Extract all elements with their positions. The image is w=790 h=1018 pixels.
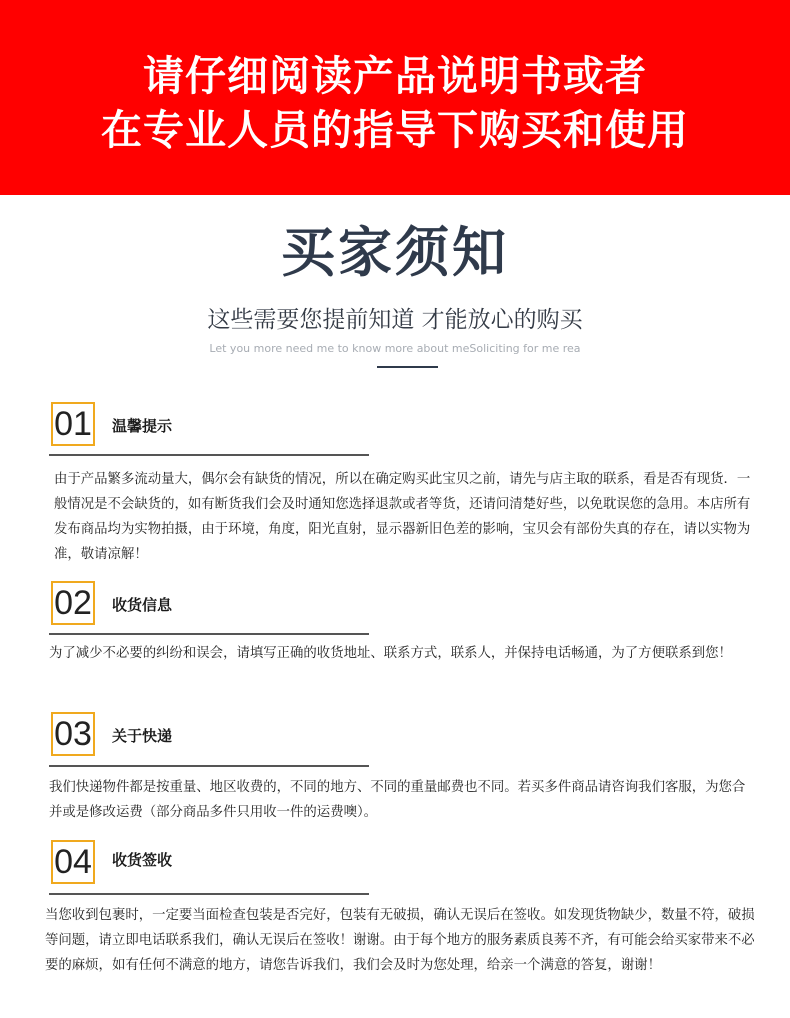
section-body-receipt: 当您收到包裹时，一定要当面检查包装是否完好，包装有无破损，确认无误后在签收。如发现货物缺少，数量不符，破损等问题，请立即电话联系我们，确认无误后在签收！谢谢。由于每个地方的服务素质良莠不齐，有可能会给买家带来不必要的麻烦，如有任何不满意的地方，请您告诉我们，我们会及时为您处理，给亲一个满意的答复，谢谢！ [45, 908, 755, 973]
banner-line-2: 在专业人员的指导下购买和使用 [101, 106, 689, 154]
section-body-courier: 我们快递物件都是按重量、地区收费的，不同的地方、不同的重量邮费也不同。若买多件商品请咨询我们客服，为您合并或是修改运费（部分商品多件只用收一件的运费噢）。 [49, 780, 746, 820]
page-subtitle: 这些需要您提前知道 才能放心的购买 [207, 307, 583, 333]
section-divider-02 [49, 633, 369, 635]
banner-line-1: 请仔细阅读产品说明书或者 [143, 52, 647, 100]
section-divider-03 [49, 765, 369, 767]
section-body-tips: 由于产品繁多流动量大，偶尔会有缺货的情况，所以在确定购买此宝贝之前，请先与店主取的联系，看是否有现货．一般情况是不会缺货的，如有断货我们会及时通知您选择退款或者等货，还请问清楚好些，以免耽误您的急用。本店所有发布商品均为实物拍摄，由于环境，角度，阳光直射，显示器新旧色差的影响，宝贝会有部份失真的存在，请以实物为准，敬请凉解！ [54, 472, 751, 562]
section-title-shipping-info: 收货信息 [112, 596, 173, 614]
section-title-tips: 温馨提示 [112, 417, 173, 435]
section-body-shipping-info: 为了减少不必要的纠纷和误会，请填写正确的收货地址、联系方式，联系人，并保持电话畅通，为了方便联系到您！ [49, 646, 732, 661]
warning-banner [0, 0, 790, 195]
page-title: 买家须知 [281, 221, 509, 284]
section-number-04: 04 [51, 840, 95, 884]
section-number-01: 01 [51, 402, 95, 446]
page-subtitle-english: Let you more need me to know more about meSoliciting for me rea [209, 342, 581, 355]
section-divider-04 [49, 893, 369, 895]
section-title-courier: 关于快递 [112, 727, 173, 745]
section-number-03: 03 [51, 712, 95, 756]
section-divider-01 [49, 454, 369, 456]
section-title-receipt: 收货签收 [112, 851, 173, 869]
title-divider [377, 366, 438, 368]
section-number-02: 02 [51, 581, 95, 625]
